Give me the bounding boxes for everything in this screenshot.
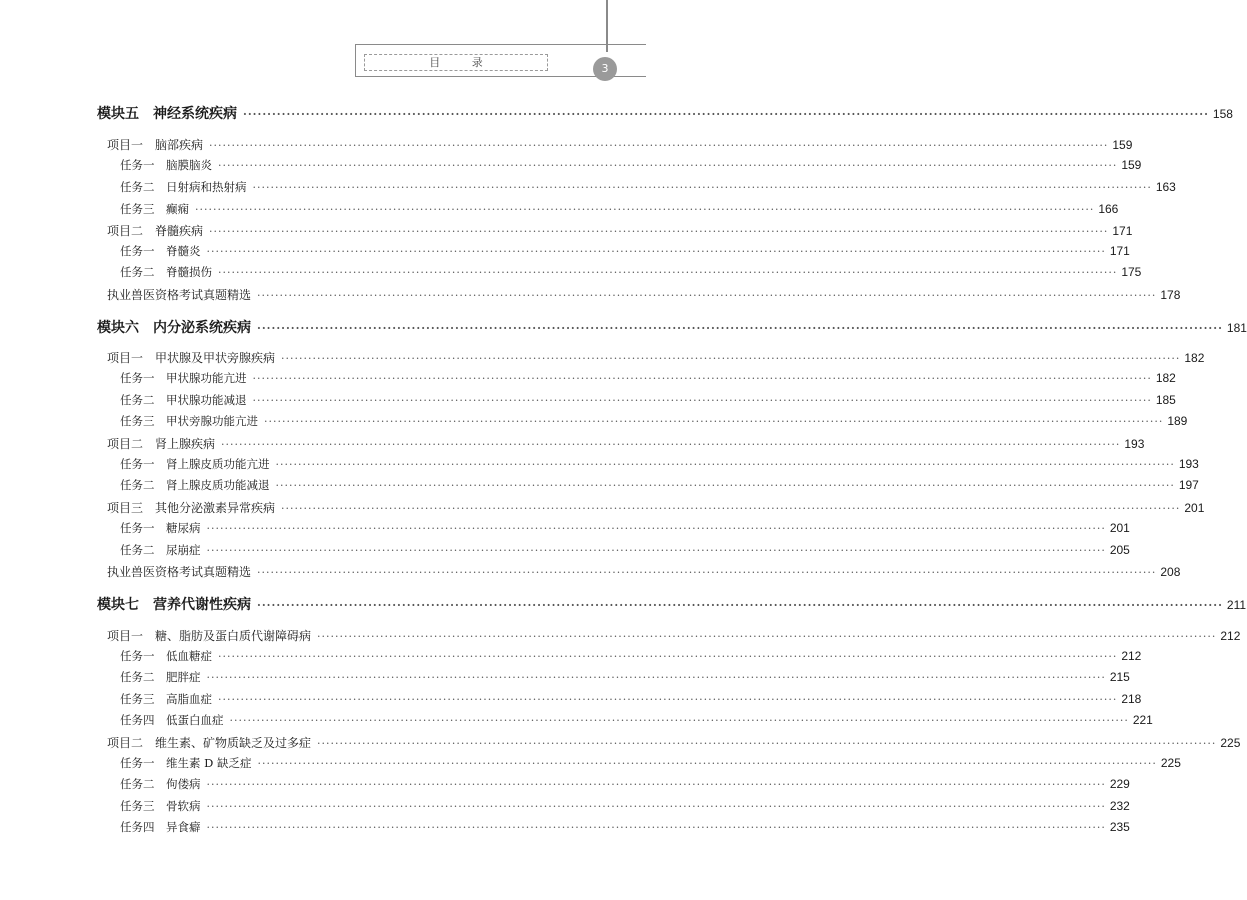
- toc-page-number: 182: [1155, 371, 1176, 385]
- toc-page-number: 185: [1155, 393, 1176, 407]
- toc-leader-dots: ········································································································································································································: [257, 757, 1157, 770]
- toc-entry-task[interactable]: [120, 243, 1130, 259]
- toc-page-number: 175: [1121, 265, 1142, 279]
- toc-page-number: 166: [1098, 202, 1119, 216]
- toc-leader-dots: ········································································································································································································: [229, 714, 1129, 727]
- toc-leader-dots: ········································································································································································································: [206, 544, 1106, 557]
- toc-entry-label: 项目一 甲状腺及甲状旁腺疾病: [107, 351, 276, 365]
- toc-leader-dots: ········································································································································································································: [206, 671, 1106, 684]
- toc-entry-label: 任务二 尿崩症: [120, 543, 201, 557]
- toc-leader-dots: ········································································································································································································: [317, 737, 1217, 750]
- toc-page-number: 171: [1112, 224, 1133, 238]
- toc-page-number: 232: [1109, 799, 1130, 813]
- toc-leader-dots: ········································································································································································································: [275, 458, 1175, 471]
- toc-page-number: 197: [1178, 478, 1199, 492]
- toc-page-number: 193: [1178, 457, 1199, 471]
- toc-page-number: 235: [1109, 820, 1130, 834]
- toc-page-number: 221: [1132, 713, 1153, 727]
- toc-entry-project[interactable]: [107, 349, 1205, 366]
- toc-entry-task[interactable]: [120, 669, 1130, 685]
- toc-entry-label: 任务三 癫痫: [120, 202, 189, 216]
- toc-entry-task[interactable]: [120, 520, 1130, 536]
- toc-page-number: 201: [1184, 501, 1205, 515]
- toc-leader-dots: ········································································································································································································: [257, 566, 1157, 579]
- toc-page-number: 159: [1121, 158, 1142, 172]
- toc-leader-dots: ········································································································································································································: [206, 821, 1106, 834]
- toc-entry-label: 项目二 肾上腺疾病: [107, 437, 216, 451]
- toc-page-number: 193: [1124, 437, 1145, 451]
- toc-entry-label: 任务二 肾上腺皮质功能减退: [120, 478, 270, 492]
- toc-entry-task[interactable]: [120, 413, 1188, 429]
- toc-leader-dots: ········································································································································································································: [281, 502, 1181, 515]
- toc-entry-label: 任务一 脊髓炎: [120, 244, 201, 258]
- toc-leader-dots: ········································································································································································································: [264, 415, 1164, 428]
- toc-entry-project[interactable]: [107, 499, 1205, 516]
- toc-entry-task[interactable]: [120, 370, 1176, 386]
- toc-entry-label: 执业兽医资格考试真题精选: [107, 565, 252, 579]
- running-header-title: 目 录: [429, 56, 497, 69]
- toc-leader-dots: ········································································································································································································: [206, 778, 1106, 791]
- toc-page-number: 158: [1212, 107, 1233, 121]
- toc-leader-dots: ········································································································································································································: [206, 522, 1106, 535]
- toc-entry-label: 任务二 肥胖症: [120, 670, 201, 684]
- toc-page-number: 182: [1184, 351, 1205, 365]
- toc-entry-label: 任务一 维生素 D 缺乏症: [120, 756, 252, 770]
- toc-page-number: 201: [1109, 521, 1130, 535]
- toc-entry-label: 任务四 低蛋白血症: [120, 713, 224, 727]
- toc-leader-dots: ········································································································································································································: [195, 203, 1095, 216]
- toc-entry-label: 项目一 脑部疾病: [107, 138, 204, 152]
- toc-entry-label: 任务三 甲状旁腺功能亢进: [120, 414, 258, 428]
- toc-entry-task[interactable]: [120, 755, 1181, 771]
- toc-entry-label: 任务三 骨软病: [120, 799, 201, 813]
- toc-page-number: 212: [1220, 629, 1241, 643]
- toc-leader-dots: ········································································································································································································: [221, 438, 1121, 451]
- toc-entry-project[interactable]: [107, 435, 1145, 452]
- toc-entry-project[interactable]: [107, 734, 1241, 751]
- toc-entry-project[interactable]: [107, 222, 1133, 239]
- toc-leader-dots: ········································································································································································································: [243, 108, 1209, 121]
- toc-leader-dots: ········································································································································································································: [209, 225, 1109, 238]
- toc-page-number: 181: [1226, 321, 1247, 335]
- toc-entry-label: 模块七 营养代谢性疾病: [97, 597, 251, 613]
- toc-entry-module[interactable]: [97, 317, 1247, 337]
- toc-page-number: 159: [1112, 138, 1133, 152]
- toc-leader-dots: ········································································································································································································: [252, 372, 1152, 385]
- toc-entry-label: 项目三 其他分泌激素异常疾病: [107, 501, 276, 515]
- toc-page-number: 178: [1160, 288, 1181, 302]
- toc-leader-dots: ········································································································································································································: [257, 289, 1157, 302]
- toc-page-number: 218: [1121, 692, 1142, 706]
- toc-entry-task[interactable]: [120, 712, 1153, 728]
- toc-page-number: 189: [1167, 414, 1188, 428]
- toc-page-number: 208: [1160, 565, 1181, 579]
- toc-leader-dots: ········································································································································································································: [218, 650, 1118, 663]
- toc-leader-dots: ········································································································································································································: [275, 479, 1175, 492]
- toc-leader-dots: ········································································································································································································: [209, 139, 1109, 152]
- toc-page-number: 205: [1109, 543, 1130, 557]
- toc-page-number: 211: [1226, 598, 1247, 612]
- toc-page-number: 225: [1220, 736, 1241, 750]
- toc-entry-label: 项目一 糖、脂肪及蛋白质代谢障碍病: [107, 629, 312, 643]
- toc-entry-task[interactable]: [120, 264, 1142, 280]
- toc-leader-dots: ········································································································································································································: [206, 800, 1106, 813]
- toc-leader-dots: ········································································································································································································: [257, 322, 1223, 335]
- toc-leader-dots: ········································································································································································································: [317, 630, 1217, 643]
- toc-entry-task[interactable]: [120, 392, 1176, 408]
- toc-entry-label: 任务一 甲状腺功能亢进: [120, 371, 247, 385]
- toc-entry-label: 任务二 佝偻病: [120, 777, 201, 791]
- toc-entry-label: 任务二 甲状腺功能减退: [120, 393, 247, 407]
- toc-entry-label: 任务一 低血糖症: [120, 649, 212, 663]
- toc-entry-label: 任务二 日射病和热射病: [120, 180, 247, 194]
- toc-entry-label: 执业兽医资格考试真题精选: [107, 288, 252, 302]
- toc-leader-dots: ········································································································································································································: [218, 159, 1118, 172]
- toc-entry-task[interactable]: [120, 201, 1119, 217]
- toc-entry-task[interactable]: [120, 477, 1199, 493]
- page-number-badge: 3: [593, 57, 617, 81]
- toc-entry-exam[interactable]: [107, 286, 1181, 303]
- toc-entry-module[interactable]: [97, 594, 1247, 614]
- toc-leader-dots: ········································································································································································································: [252, 394, 1152, 407]
- toc-entry-label: 任务一 肾上腺皮质功能亢进: [120, 457, 270, 471]
- toc-entry-task[interactable]: [120, 776, 1130, 792]
- toc-entry-label: 模块五 神经系统疾病: [97, 106, 237, 122]
- toc-entry-task[interactable]: [120, 542, 1130, 558]
- toc-entry-project[interactable]: [107, 627, 1241, 644]
- toc-entry-task[interactable]: [120, 819, 1130, 835]
- toc-entry-task[interactable]: [120, 456, 1199, 472]
- toc-leader-dots: ········································································································································································································: [218, 693, 1118, 706]
- toc-page-number: 229: [1109, 777, 1130, 791]
- toc-entry-label: 任务四 异食癖: [120, 820, 201, 834]
- toc-page-number: 215: [1109, 670, 1130, 684]
- toc-leader-dots: ········································································································································································································: [257, 599, 1223, 612]
- toc-entry-task[interactable]: [120, 691, 1142, 707]
- toc-entry-task[interactable]: [120, 179, 1176, 195]
- toc-entry-task[interactable]: [120, 157, 1142, 173]
- toc-entry-label: 任务二 脊髓损伤: [120, 265, 212, 279]
- toc-entry-label: 任务一 脑膜脑炎: [120, 158, 212, 172]
- toc-page-number: 163: [1155, 180, 1176, 194]
- toc-leader-dots: ········································································································································································································: [252, 181, 1152, 194]
- toc-entry-task[interactable]: [120, 798, 1130, 814]
- toc-page-number: 171: [1109, 244, 1130, 258]
- toc-entry-label: 项目二 维生素、矿物质缺乏及过多症: [107, 736, 312, 750]
- toc-page-number: 212: [1121, 649, 1142, 663]
- toc-entry-task[interactable]: [120, 648, 1142, 664]
- toc-entry-label: 任务三 高脂血症: [120, 692, 212, 706]
- toc-entry-module[interactable]: [97, 103, 1233, 123]
- toc-leader-dots: ········································································································································································································: [218, 266, 1118, 279]
- toc-entry-project[interactable]: [107, 136, 1133, 153]
- toc-entry-exam[interactable]: [107, 563, 1181, 580]
- toc-leader-dots: ········································································································································································································: [281, 352, 1181, 365]
- toc-page-number: 225: [1160, 756, 1181, 770]
- toc-leader-dots: ········································································································································································································: [206, 245, 1106, 258]
- toc-entry-label: 任务一 糖尿病: [120, 521, 201, 535]
- toc-entry-label: 模块六 内分泌系统疾病: [97, 320, 251, 336]
- toc-entry-label: 项目二 脊髓疾病: [107, 224, 204, 238]
